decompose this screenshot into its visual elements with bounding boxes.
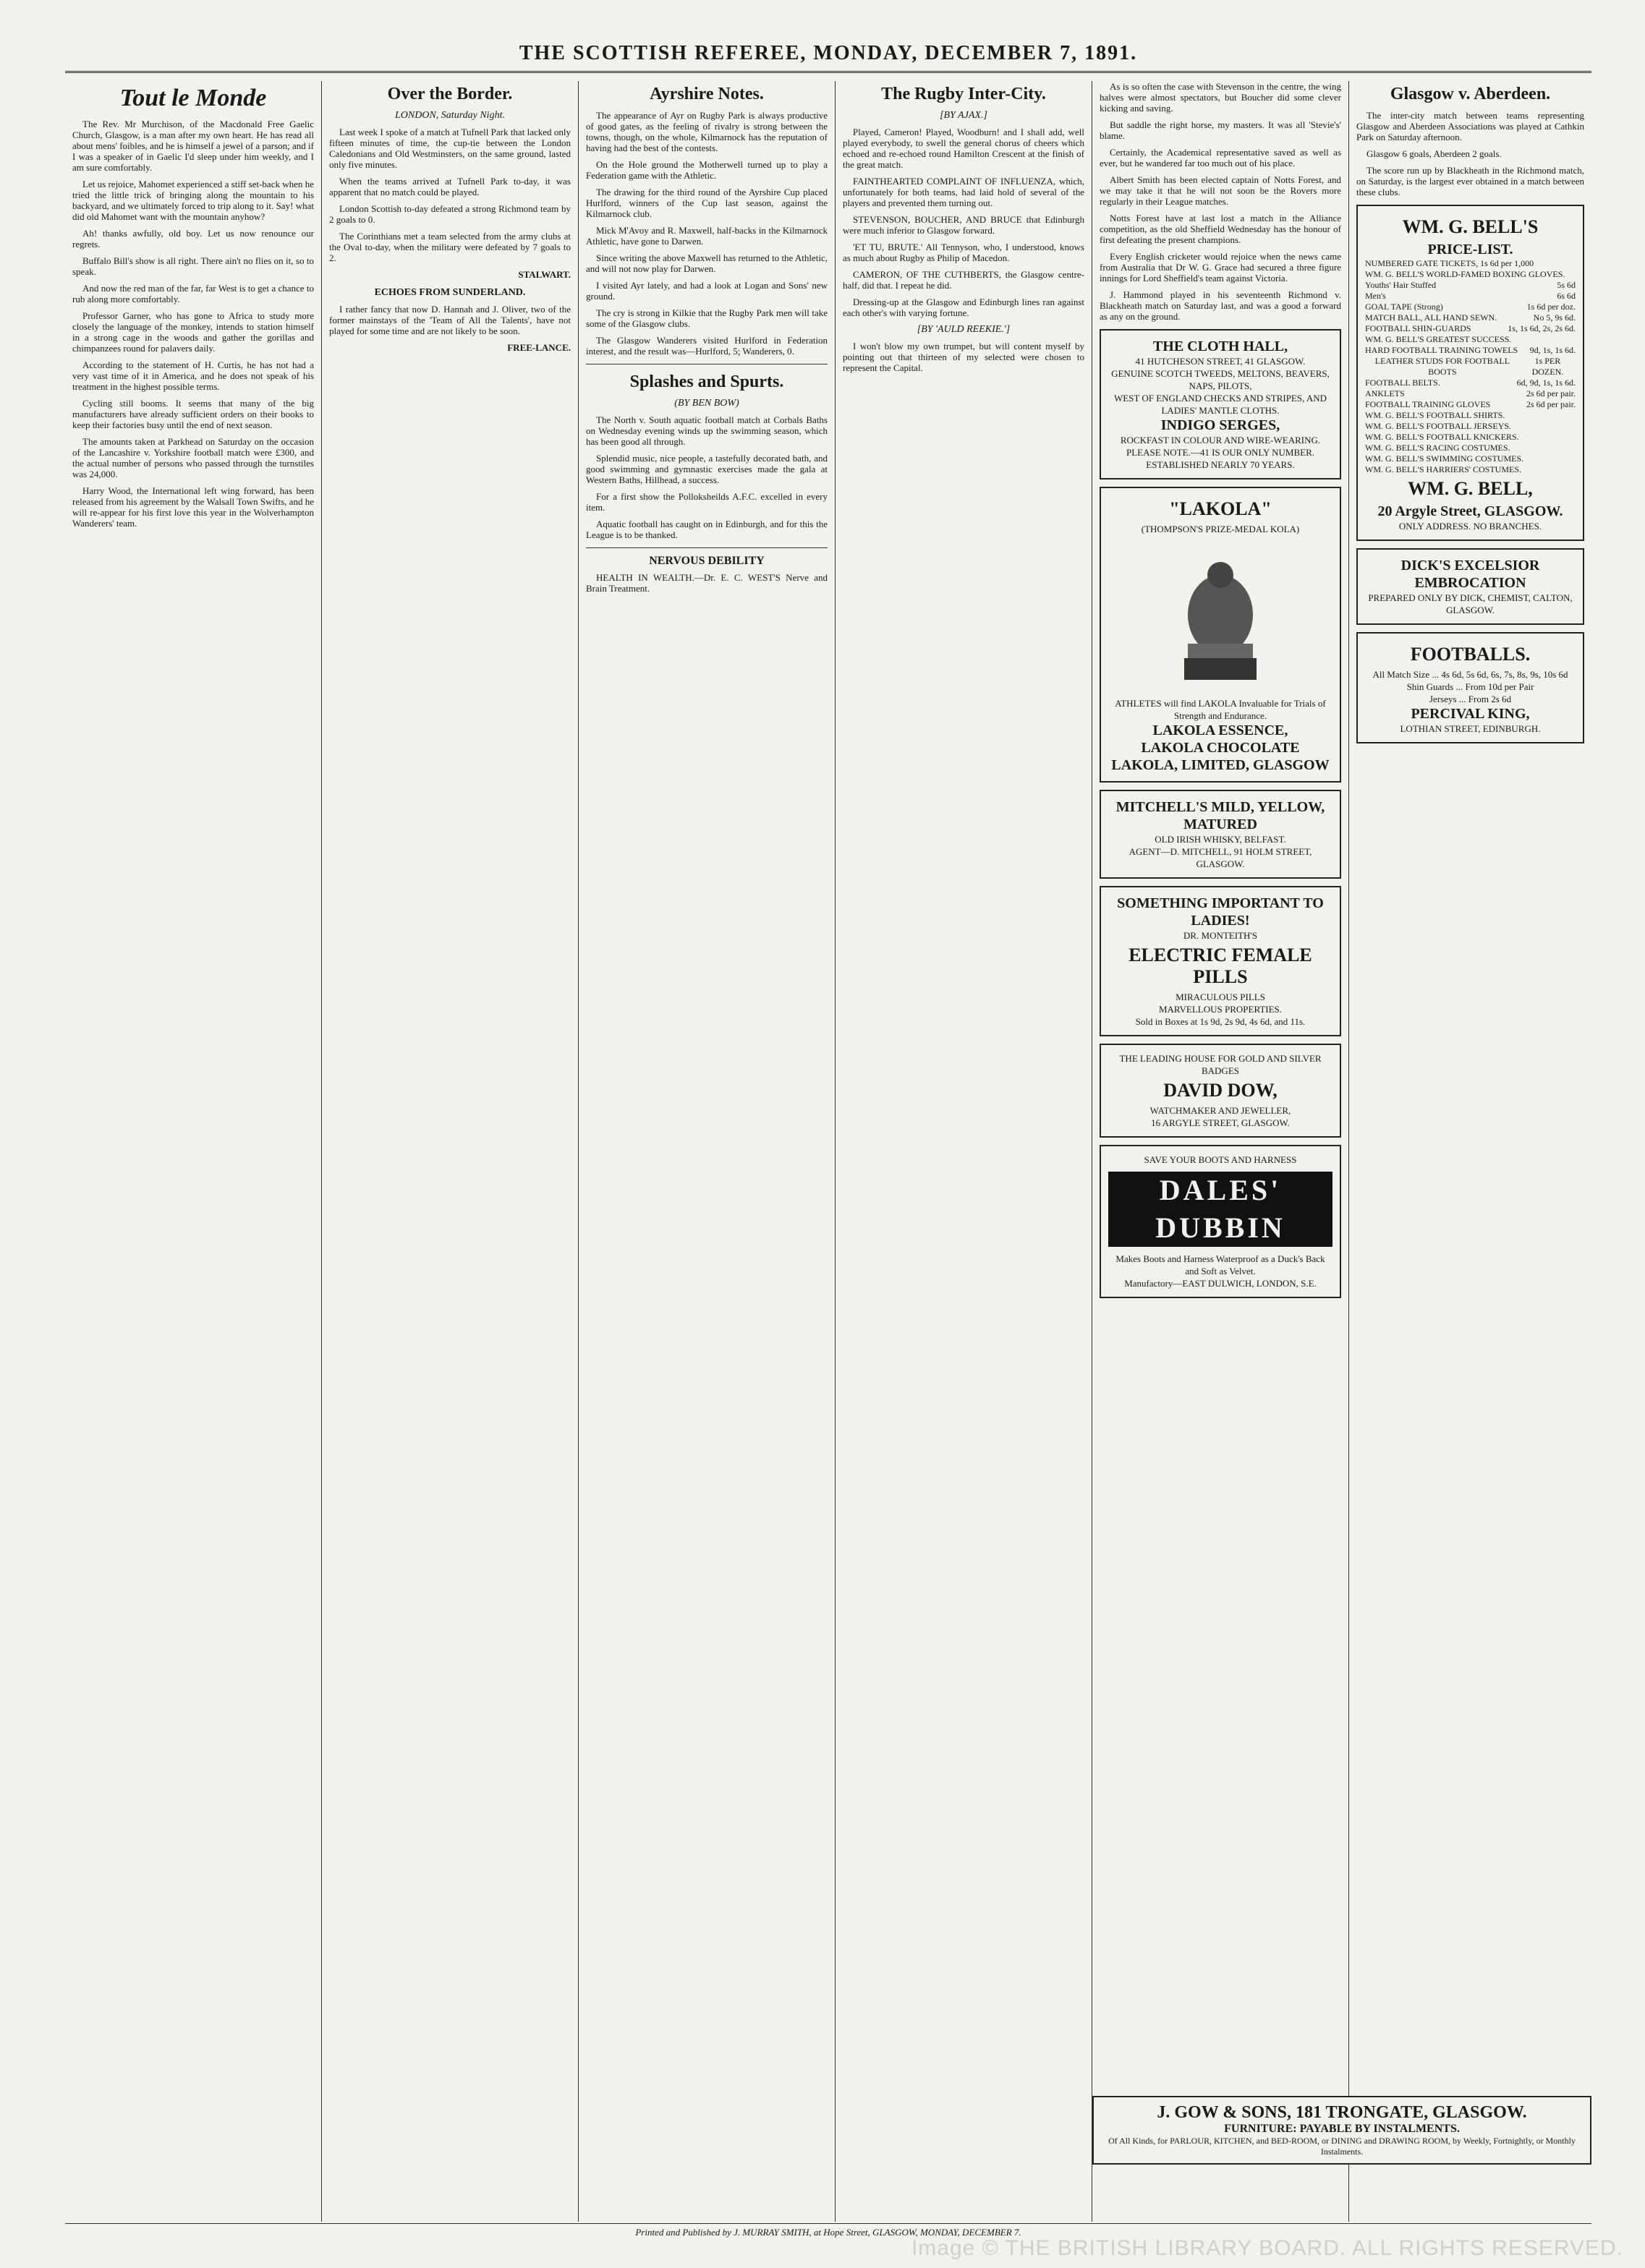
price-list-item [1365,312,1576,323]
paragraph: As is so often the case with Stevenson in the centre, the wing halves were almost spectators, but Boucher did some clever kicking and saving. [1100,81,1341,114]
byline: (BY BEN BOW) [674,398,739,409]
price-item-value: No 5, 9s 6d. [1533,312,1576,323]
paragraph: The cry is strong in Kilkie that the Rugby Park men will take some of the Glasgow clubs. [586,307,828,329]
ad-mitchells-whisky [1100,790,1341,879]
ad-footer-note: ONLY ADDRESS. NO BRANCHES. [1398,521,1542,532]
ad-subtitle: (THOMPSON'S PRIZE-MEDAL KOLA) [1141,524,1300,534]
section-heading: ECHOES FROM SUNDERLAND. [374,287,526,298]
masthead: THE SCOTTISH REFEREE, MONDAY, DECEMBER 7, 1891. [65,42,1591,73]
paragraph: Harry Wood, the International left wing forward, has been released from his agreement by the Walsall Town Swifts, and he will re-appear for his first love this year in the Wolverhampton Wanderers' team. [72,485,314,529]
paragraph: The amounts taken at Parkhead on Saturday on the occasion of the Lancashire v. Yorkshire football match were £300, and the actual number of persons who passed through the turnstiles was 24,000. [72,436,314,479]
ad-david-dow [1100,1044,1341,1138]
ad-line: 16 ARGYLE STREET, GLASGOW. [1151,1117,1290,1128]
paragraph: The drawing for the third round of the Ayrshire Cup placed Hurlford, winners of the Cup last season, against the Kilmarnock club. [586,187,828,219]
paragraph: Cycling still booms. It seems that many of the big manufacturers have already sufficient orders on their books to keep their factories busy until the end of next season. [72,398,314,430]
ad-line: Jerseys ... From 2s 6d [1429,694,1512,704]
ad-title: SOMETHING IMPORTANT TO LADIES! [1117,895,1324,929]
ad-line: ROCKFAST IN COLOUR AND WIRE-WEARING. [1120,435,1321,446]
paragraph: Let us rejoice, Mahomet experienced a stiff set-back when he tried the little trick of bringing along the mountain to his backyard, and we ultimately forced to trip along to it. Say! what did old Mahomet want with the mountain anyhow? [72,179,314,222]
paragraph: The North v. South aquatic football match at Corbals Baths on Wednesday evening winds up the swimming season, which has been good all through. [586,414,828,447]
ad-footer-address: LOTHIAN STREET, EDINBURGH. [1400,723,1541,734]
paragraph: Notts Forest have at last lost a match in the Alliance competition, as the old Sheffield Wednesday has the honour of first defeating the present champions. [1100,213,1341,245]
ad-banner: DALES' DUBBIN [1108,1172,1332,1247]
ad-line: LAKOLA, LIMITED, GLASGOW [1111,757,1330,773]
paragraph: J. Hammond played in his seventeenth Richmond v. Blackheath match on Saturday last, and was a good a forward as any on the ground. [1100,289,1341,322]
price-item-label: MATCH BALL, ALL HAND SEWN. [1365,312,1497,323]
byline: [BY 'AULD REEKIE.'] [917,324,1011,335]
paragraph: STEVENSON, BOUCHER, AND BRUCE that Edinburgh were much inferior to Glasgow forward. [843,214,1084,236]
price-item-label: HARD FOOTBALL TRAINING TOWELS [1365,345,1518,355]
ad-heading: NERVOUS DEBILITY [649,555,765,567]
price-item-label: GOAL TAPE (Strong) [1365,302,1443,312]
price-item-value: 6d, 9d, 1s, 1s 6d. [1516,378,1576,388]
ad-subtitle: PRICE-LIST. [1427,242,1513,257]
ad-title: THE CLOTH HALL, [1152,338,1288,354]
ad-line: All Match Size ... 4s 6d, 5s 6d, 6s, 7s, 8s, 9s, 10s 6d [1372,669,1568,680]
price-item-value: 1s 6d per doz. [1526,302,1576,312]
paragraph: Splendid music, nice people, a tastefully decorated bath, and good swimming and gymnastic exercises made the gala at Western Baths, Hillhead, a success. [586,453,828,485]
ad-cloth-hall [1100,329,1341,479]
ad-line: PLEASE NOTE.—41 IS OUR ONLY NUMBER. ESTABLISHED NEARLY 70 YEARS. [1126,447,1315,470]
paragraph: On the Hole ground the Motherwell turned up to play a Federation game with the Athletic. [586,159,828,181]
ad-footer-address: 20 Argyle Street, GLASGOW. [1377,503,1563,519]
ad-line: Manufactory—EAST DULWICH, LONDON, S.E. [1124,1278,1317,1289]
price-item-label: WM. G. BELL'S HARRIERS' COSTUMES. [1365,464,1522,474]
paragraph: The Glasgow Wanderers visited Hurlford in Federation interest, and the result was—Hurlford, 5; Wanderers, 0. [586,335,828,357]
ad-text: HEALTH IN WEALTH.—Dr. E. C. WEST'S Nerve and Brain Treatment. [586,572,828,594]
ad-line: OLD IRISH WHISKY, BELFAST. [1155,834,1286,845]
newspaper-page [65,42,1591,2238]
column-heading: Glasgow v. Aberdeen. [1390,85,1551,103]
ad-line: GENUINE SCOTCH TWEEDS, MELTONS, BEAVERS, NAPS, PILOTS, [1111,368,1330,391]
price-list-item [1365,399,1576,410]
price-item-label: WM. G. BELL'S GREATEST SUCCESS. [1365,334,1512,344]
ad-footballs [1356,632,1584,743]
column-ayrshire-notes [579,81,836,2222]
ad-headline: ELECTRIC FEMALE PILLS [1128,945,1312,987]
price-list-item [1365,345,1576,356]
ad-line: PREPARED ONLY BY DICK, CHEMIST, CALTON, GLASGOW. [1368,592,1573,615]
price-item-label: LEATHER STUDS FOR FOOTBALL BOOTS [1374,356,1510,377]
paragraph: And now the red man of the far, far West is to get a chance to rub along more comfortably. [72,283,314,304]
imprint-line: Printed and Published by J. MURRAY SMITH, at Hope Street, GLASGOW, MONDAY, DECEMBER 7. [65,2223,1591,2238]
price-item-label: WM. G. BELL'S FOOTBALL KNICKERS. [1365,432,1519,442]
ad-subtitle: FURNITURE: PAYABLE BY INSTALMENTS. [1224,2123,1460,2135]
paragraph: The score run up by Blackheath in the Richmond match, on Saturday, is the largest ever obtained in a match between these clubs. [1356,165,1584,197]
column-heading: Over the Border. [387,85,513,103]
ad-title: J. GOW & SONS, 181 TRONGATE, GLASGOW. [1157,2103,1527,2122]
paragraph: Buffalo Bill's show is all right. There ain't no flies on it, so to speak. [72,255,314,277]
column-dateline: LONDON, Saturday Night. [395,110,505,121]
price-item-value: 2s 6d per pair. [1526,388,1576,398]
paragraph: For a first show the Polloksheilds A.F.C. excelled in every item. [586,491,828,513]
price-item-label: ANKLETS [1365,388,1405,398]
price-list-item [1365,464,1576,475]
price-item-label: WM. G. BELL'S FOOTBALL JERSEYS. [1365,421,1512,431]
ad-lakola [1100,487,1341,783]
paragraph: I won't blow my own trumpet, but will content myself by pointing out that thirteen of my selected were chosen to represent the Capital. [843,341,1084,373]
price-item-label: Youths' Hair Stuffed [1365,280,1437,290]
paragraph: Professor Garner, who has gone to Africa to study more closely the language of the monkey, intends to station himself in a strong cage in the woods and gather the gorillas and chimpanzees round for palavers daily. [72,310,314,354]
price-item-label: WM. G. BELL'S RACING COSTUMES. [1365,443,1510,453]
ad-line: WEST OF ENGLAND CHECKS AND STRIPES, AND LADIES' MANTLE CLOTHS. [1113,393,1327,416]
ad-line: MIRACULOUS PILLS [1176,992,1265,1002]
ad-line: MARVELLOUS PROPERTIES. [1158,1004,1283,1015]
price-item-value: 1s, 1s 6d, 2s, 2s 6d. [1508,323,1576,333]
price-list-item [1365,334,1576,345]
price-list-item [1365,323,1576,334]
ad-title: DICK'S EXCELSIOR EMBROCATION [1400,558,1540,591]
price-list-item [1365,378,1576,388]
paragraph: Aquatic football has caught on in Edinburgh, and for this the League is to be thanked. [586,519,828,540]
signature: STALWART. [518,269,571,280]
paragraph: The Rev. Mr Murchison, of the Macdonald Free Gaelic Church, Glasgow, is a man after my own heart. He has read all about mens' foibles, and he is himself a jewel of a parson; and if I was a speaker of in Gaelic I'd sleep under him weekly, and I am sure comfortably. [72,119,314,173]
paragraph: The inter-city match between teams representing Glasgow and Aberdeen Associations was played at Cathkin Park on Saturday afternoon. [1356,110,1584,142]
column-tout-le-monde [65,81,322,2222]
price-list-item [1365,280,1576,291]
paragraph: Dressing-up at the Glasgow and Edinburgh lines ran against each other's with varying fortune. [843,297,1084,318]
column-over-the-border [322,81,579,2222]
ad-dicks-embrocation [1356,548,1584,625]
price-item-label: WM. G. BELL'S SWIMMING COSTUMES. [1365,453,1524,464]
ad-title: WM. G. BELL'S [1402,216,1539,237]
column-heading: Ayrshire Notes. [650,85,764,103]
price-item-value: 1s PER DOZEN. [1531,356,1564,377]
price-list-item [1365,291,1576,302]
price-list [1365,258,1576,475]
ad-footer: PERCIVAL KING, [1411,706,1530,722]
paragraph: But saddle the right horse, my masters. It was all 'Stevie's' blame. [1100,119,1341,141]
ad-line: WATCHMAKER AND JEWELLER, [1149,1105,1291,1116]
signature: FREE-LANCE. [507,342,571,353]
ad-j-gow-sons [1092,2096,1591,2165]
ad-title: FOOTBALLS. [1410,644,1531,665]
price-item-label: NUMBERED GATE TICKETS, 1s 6d per 1,000 [1365,258,1534,268]
price-item-value: 6s 6d [1557,291,1576,301]
column-heading: The Rugby Inter-City. [881,85,1046,103]
ad-line: AGENT—D. MITCHELL, 91 HOLM STREET, GLASGOW. [1128,846,1312,869]
paragraph: Glasgow 6 goals, Aberdeen 2 goals. [1366,148,1502,159]
price-list-item [1365,432,1576,443]
price-list-item [1365,443,1576,453]
paragraph: Certainly, the Academical representative saved as well as ever, but he wandered far too much out of his place. [1100,147,1341,169]
paragraph: The appearance of Ayr on Rugby Park is always productive of good gates, as the feeling of rivalry is strong between the towns, though, on the whole, Kilmarnock has the reputation of having had the best of the contests. [586,110,828,153]
ad-wm-g-bell [1356,205,1584,541]
ad-subtitle: DR. MONTEITH'S [1183,930,1257,941]
paragraph: Last week I spoke of a match at Tufnell Park that lacked only fifteen minutes of time, the cup-tie between the London Caledonians and Old Westminsters, on the same ground, lasted only five minutes. [329,127,571,170]
ad-title: THE LEADING HOUSE FOR GOLD AND SILVER BADGES [1119,1053,1322,1076]
price-list-item [1365,421,1576,432]
ad-text: Of All Kinds, for PARLOUR, KITCHEN, and BED-ROOM, or DINING and DRAWING ROOM, by Weekly, Fortnightly, or Monthly Instalments. [1108,2136,1576,2157]
column-glasgow-v-aberdeen [1349,81,1591,2222]
price-list-item [1365,453,1576,464]
paragraph: London Scottish to-day defeated a strong Richmond team by 2 goals to 0. [329,203,571,225]
ad-address: 41 HUTCHESON STREET, 41 GLASGOW. [1135,356,1306,367]
paragraph: FAINTHEARTED COMPLAINT OF INFLUENZA, which, unfortunately for both teams, had laid hold of several of the players and prevented them turning out. [843,176,1084,208]
price-item-label: WM. G. BELL'S FOOTBALL SHIRTS. [1365,410,1505,420]
price-list-item [1365,410,1576,421]
paragraph: Mick M'Avoy and R. Maxwell, half-backs in the Kilmarnock Athletic, have gone to Darwen. [586,225,828,247]
paragraph: 'ET TU, BRUTE.' All Tennyson, who, I understood, knows as much about Rugby as Philip of Macedon. [843,242,1084,263]
column-rugby-inter-city [836,81,1092,2222]
ad-headline: DAVID DOW, [1163,1080,1278,1101]
ad-dales-dubbin [1100,1145,1341,1298]
column-heading: Tout le Monde [119,85,267,111]
paragraph: Since writing the above Maxwell has returned to the Athletic, and will not now play for Darwen. [586,252,828,274]
ad-title: MITCHELL'S MILD, YELLOW, MATURED [1115,799,1325,832]
ad-line: ATHLETES will find LAKOLA Invaluable for Trials of Strength and Endurance. [1115,698,1326,721]
ad-caption: SAVE YOUR BOOTS AND HARNESS [1144,1154,1297,1165]
price-list-item [1365,302,1576,312]
paragraph: I visited Ayr lately, and had a look at Logan and Sons' new ground. [586,280,828,302]
watermark: Image © THE BRITISH LIBRARY BOARD. ALL RIGHTS RESERVED. [911,2236,1623,2260]
ad-footer-title: WM. G. BELL, [1408,478,1533,499]
ad-line: Makes Boots and Harness Waterproof as a Duck's Back and Soft as Velvet. [1115,1253,1325,1276]
paragraph: I rather fancy that now D. Hannah and J. Oliver, two of the former mainstays of the 'Team of All the Talents', have not played for some time and are not likely to be soon. [329,304,571,336]
section-heading: Splashes and Spurts. [629,372,784,391]
column-notes-and-ads [1092,81,1349,2222]
price-item-label: FOOTBALL SHIN-GUARDS [1365,323,1471,333]
price-item-value: 5s 6d [1557,280,1576,290]
statue-illustration [1148,542,1293,687]
ad-line: Shin Guards ... From 10d per Pair [1406,681,1534,692]
price-list-item [1365,388,1576,399]
price-item-value: 9d, 1s, 1s 6d. [1529,345,1576,355]
paragraph: According to the statement of H. Curtis, he has not had a very vast time of it in America, and he does not speak of his treatment in the highest possible terms. [72,359,314,392]
paragraph: Every English cricketer would rejoice when the news came from Australia that Dr W. G. Grace had secured a three figure innings for Lord Sheffield's team against Victoria. [1100,251,1341,284]
ad-line: LAKOLA ESSENCE, [1152,722,1288,738]
columns-container [65,81,1591,2222]
paragraph: Albert Smith has been elected captain of Notts Forest, and we may take it that he will not soon be the Rovers more regularly in their League matches. [1100,174,1341,207]
byline: [BY AJAX.] [940,110,987,121]
paragraph: When the teams arrived at Tufnell Park to-day, it was apparent that no match could be played. [329,176,571,197]
paragraph: Ah! thanks awfully, old boy. Let us now renounce our regrets. [72,228,314,250]
divider [586,547,828,548]
price-item-value: 2s 6d per pair. [1526,399,1576,409]
price-item-label: FOOTBALL BELTS. [1365,378,1440,388]
ad-female-pills [1100,886,1341,1036]
paragraph: The Corinthians met a team selected from the army clubs at the Oval to-day, when the military were defeated by 7 goals to 2. [329,231,571,263]
price-list-item [1365,258,1576,269]
paragraph: CAMERON, OF THE CUTHBERTS, the Glasgow centre-half, did that. I repeat he did. [843,269,1084,291]
ad-title: "LAKOLA" [1169,498,1272,519]
price-list-item [1365,356,1576,378]
ad-line: Sold in Boxes at 1s 9d, 2s 9d, 4s 6d, and 11s. [1135,1016,1306,1027]
ad-line: INDIGO SERGES, [1160,417,1280,433]
price-list-item [1365,269,1576,280]
price-item-label: FOOTBALL TRAINING GLOVES [1365,399,1491,409]
price-item-label: Men's [1365,291,1386,301]
ad-line: LAKOLA CHOCOLATE [1141,740,1300,756]
price-item-label: WM. G. BELL'S WORLD-FAMED BOXING GLOVES. [1365,269,1565,279]
paragraph: Played, Cameron! Played, Woodburn! and I shall add, well played everybody, to swell the general chorus of cheers which echoed and re-echoed round Hamilton Crescent at the finish of the great match. [843,127,1084,170]
